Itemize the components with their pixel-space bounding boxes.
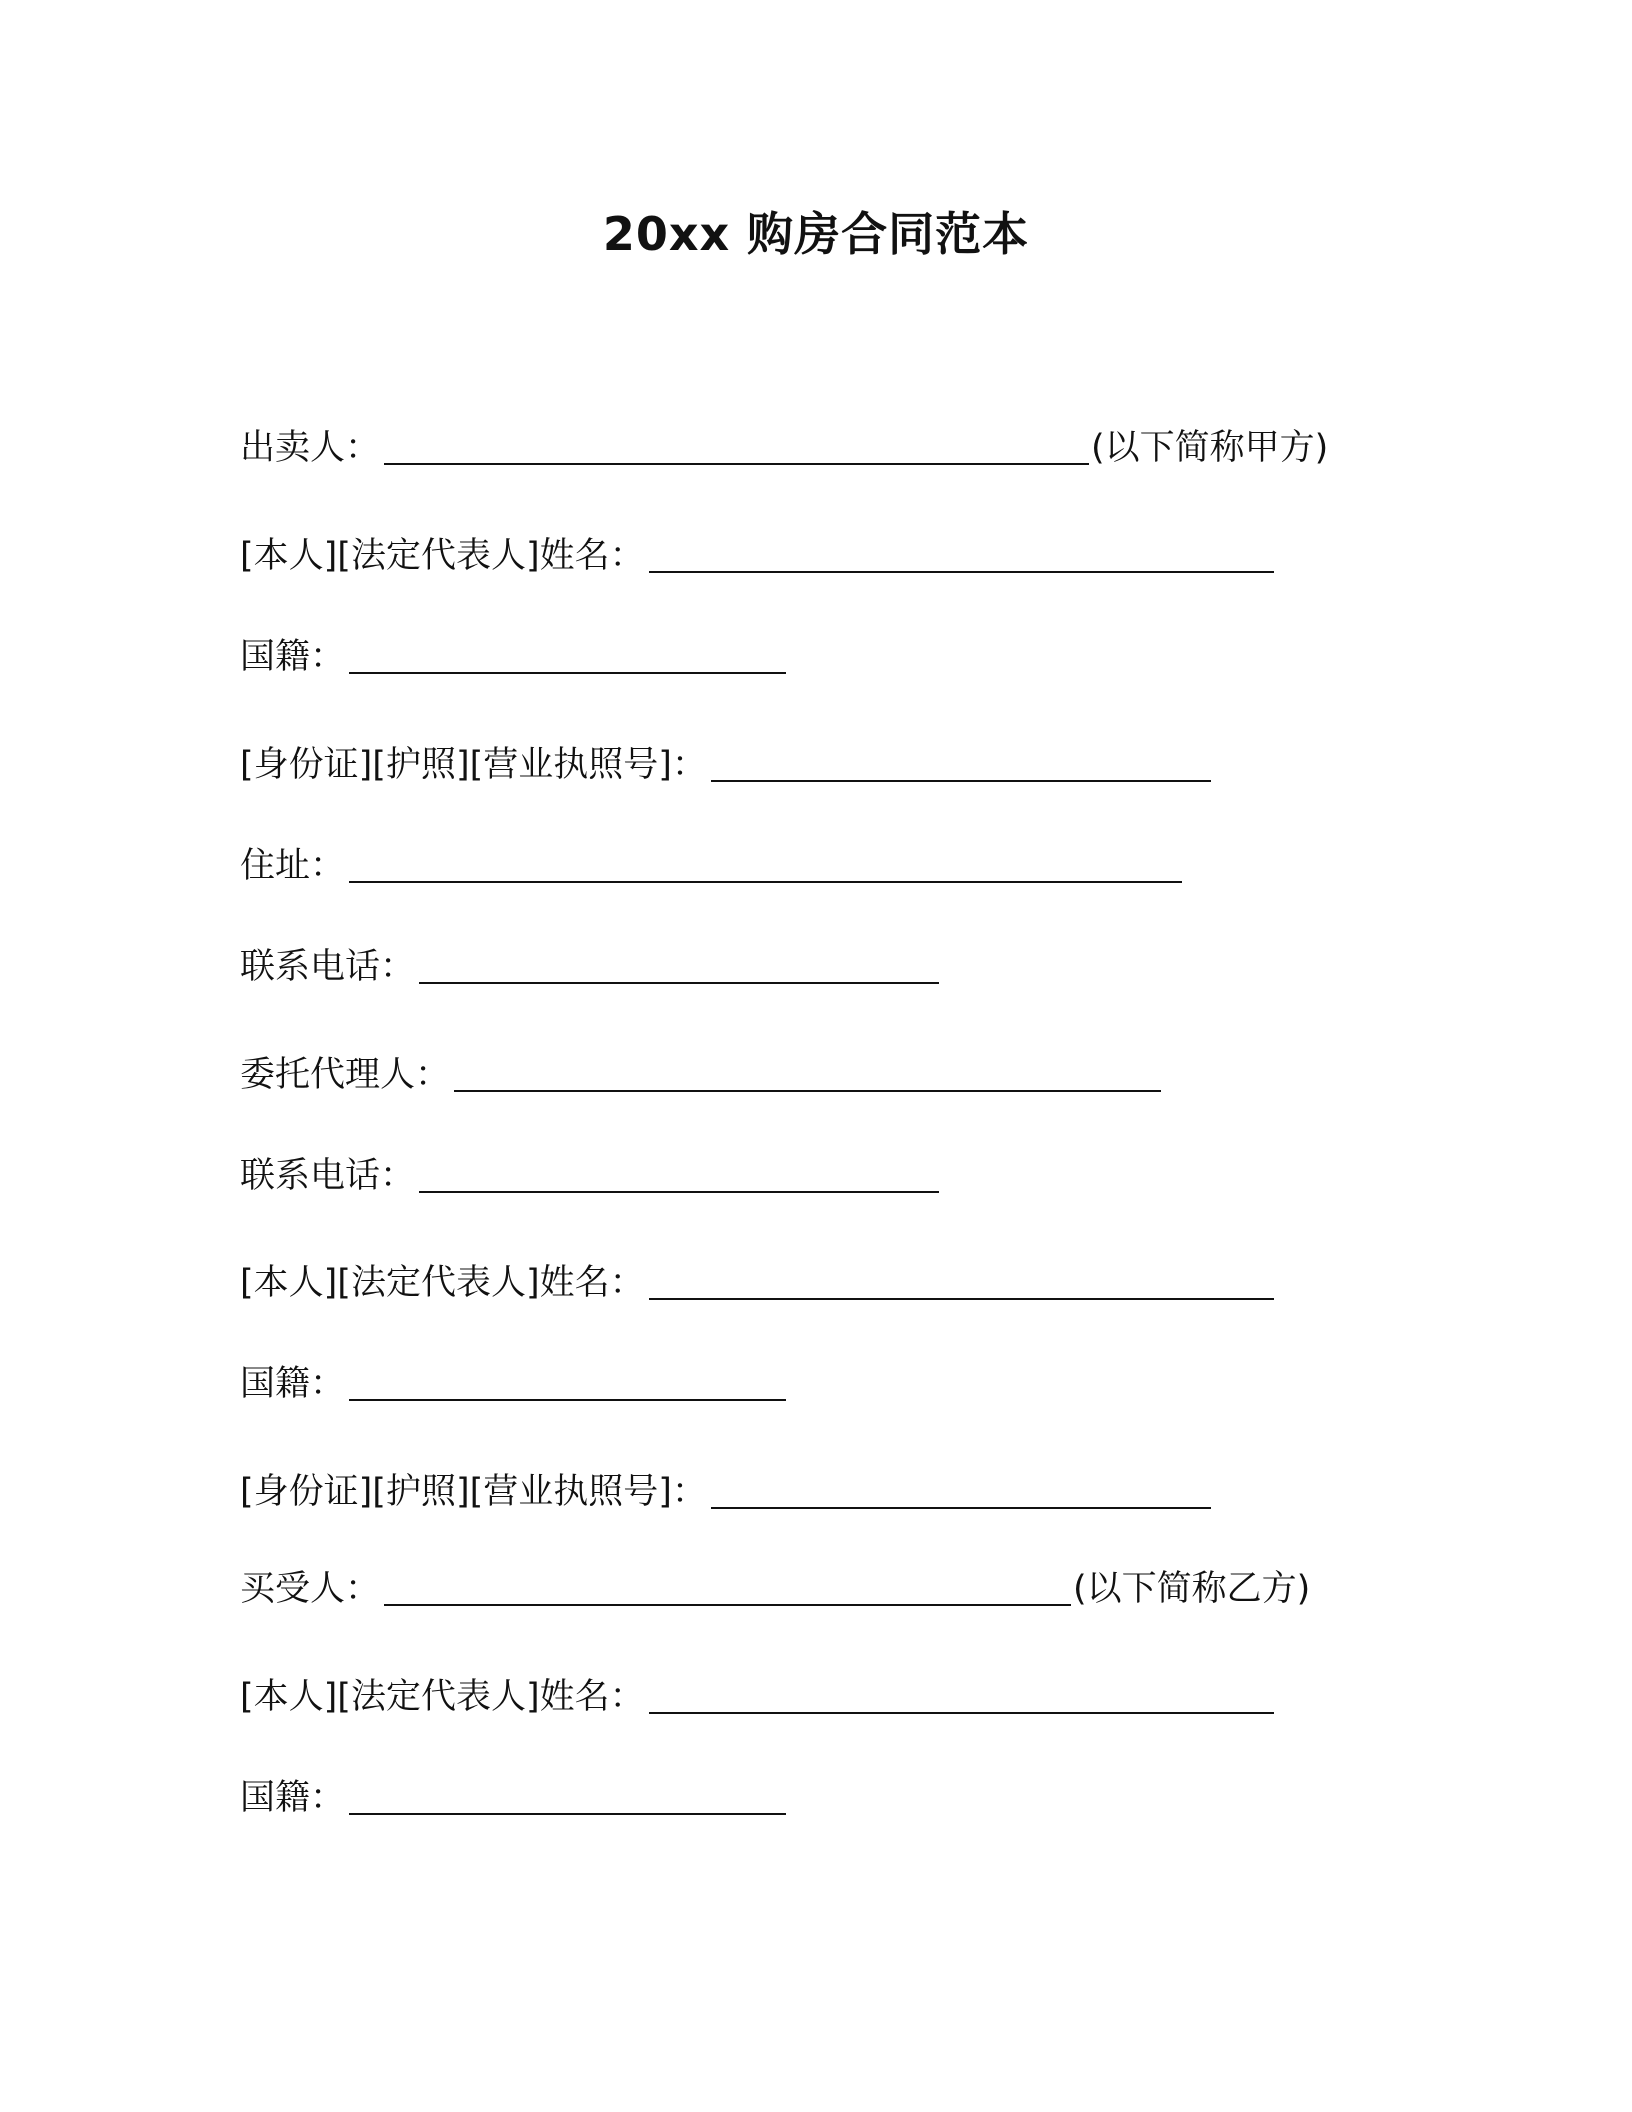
seller-address-field — [240, 841, 1184, 888]
fill-blank[interactable] — [454, 1056, 1161, 1092]
fill-blank[interactable] — [649, 1264, 1274, 1300]
fill-blank[interactable] — [649, 537, 1274, 573]
document-title: 20xx 购房合同范本 — [602, 207, 1030, 261]
buyer-name-field — [240, 1672, 1276, 1719]
fill-blank[interactable] — [419, 1157, 939, 1193]
seller-nationality-field — [240, 632, 788, 679]
fill-blank[interactable] — [349, 847, 1182, 883]
fill-blank[interactable] — [349, 638, 786, 674]
agent-field — [240, 1050, 1163, 1097]
agent-phone-field — [240, 1151, 941, 1198]
fill-blank[interactable] — [384, 429, 1089, 465]
seller-field — [240, 423, 1328, 470]
fill-blank[interactable] — [419, 948, 939, 984]
field-label: 委托代理人： — [240, 1055, 451, 1095]
field-label: 联系电话： — [240, 947, 416, 987]
field-label: 国籍： — [240, 1364, 346, 1404]
fill-blank[interactable] — [649, 1678, 1274, 1714]
field-label: 国籍： — [240, 637, 346, 677]
agent-name-field — [240, 1258, 1276, 1305]
field-suffix: (以下简称甲方) — [1091, 428, 1329, 468]
buyer-field — [240, 1564, 1310, 1611]
field-label: 买受人： — [240, 1569, 381, 1609]
seller-name-field — [240, 531, 1276, 578]
fill-blank[interactable] — [711, 1473, 1211, 1509]
seller-phone-field — [240, 942, 941, 989]
field-label: [本人][法定代表人]姓名： — [240, 1677, 645, 1717]
field-label: [身份证][护照][营业执照号]： — [240, 1472, 707, 1512]
buyer-nationality-field — [240, 1773, 788, 1820]
field-label: 国籍： — [240, 1778, 346, 1818]
field-label: [身份证][护照][营业执照号]： — [240, 745, 707, 785]
field-label: [本人][法定代表人]姓名： — [240, 536, 645, 576]
fill-blank[interactable] — [349, 1779, 786, 1815]
fill-blank[interactable] — [711, 746, 1211, 782]
agent-nationality-field — [240, 1359, 788, 1406]
field-label: 联系电话： — [240, 1156, 416, 1196]
field-label: 出卖人： — [240, 428, 381, 468]
fill-blank[interactable] — [384, 1570, 1071, 1606]
seller-id-field — [240, 740, 1213, 787]
field-label: 住址： — [240, 846, 346, 886]
field-label: [本人][法定代表人]姓名： — [240, 1263, 645, 1303]
agent-id-field — [240, 1467, 1213, 1514]
fill-blank[interactable] — [349, 1365, 786, 1401]
field-suffix: (以下简称乙方) — [1073, 1569, 1311, 1609]
